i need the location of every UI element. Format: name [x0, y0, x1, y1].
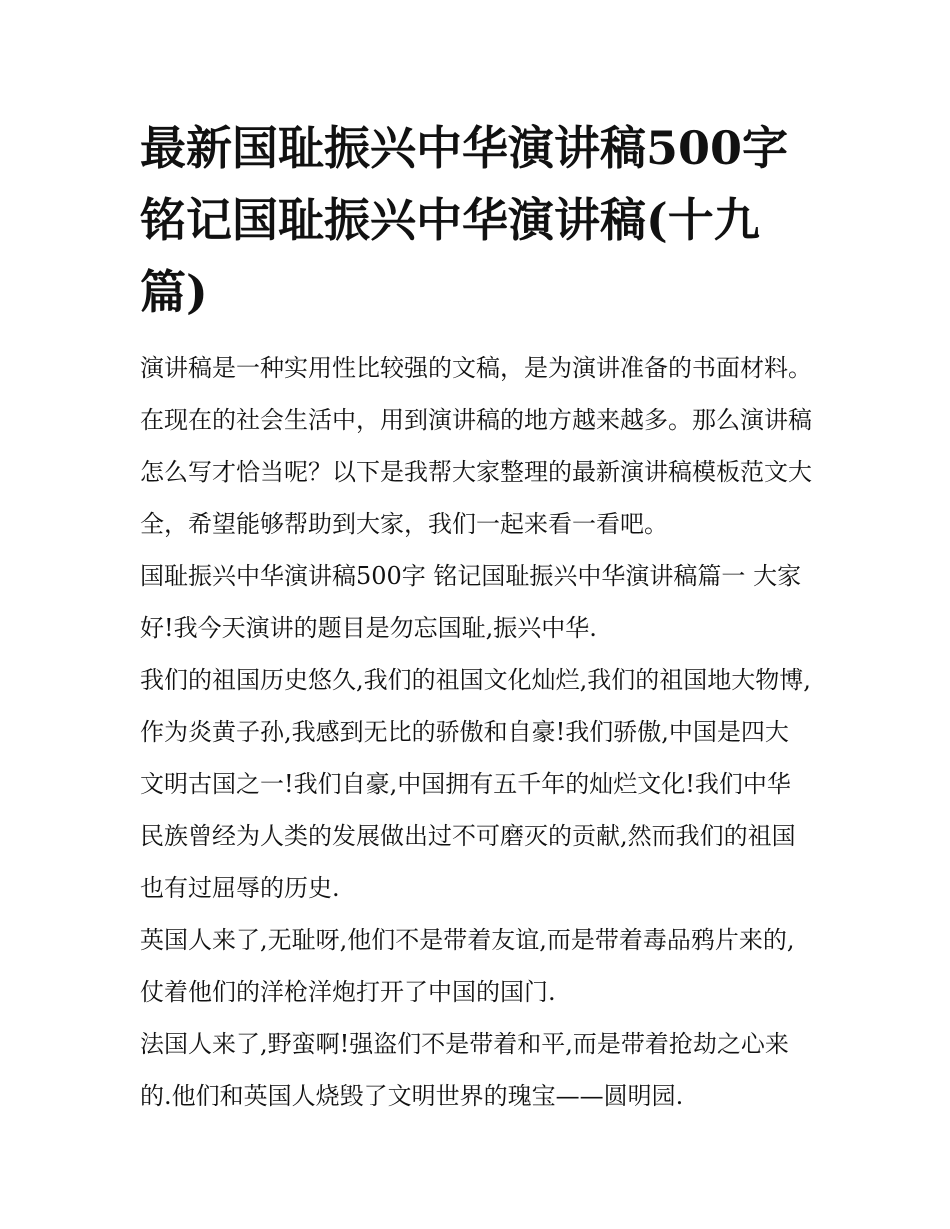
paragraph-intro: 演讲稿是一种实用性比较强的文稿，是为演讲准备的书面材料。在现在的社会生活中，用到演讲稿的地方越来越多。那么演讲稿怎么写才恰当呢？以下是我帮大家整理的最新演讲稿模板范文大全，希望能够帮助到大家，我们一起来看一看吧。 — [140, 354, 812, 538]
document-body — [140, 112, 812, 1122]
paragraph-greeting: 国耻振兴中华演讲稿500字 铭记国耻振兴中华演讲稿篇一 大家好!我今天演讲的题目是勿忘国耻,振兴中华. — [140, 562, 802, 642]
paragraph-britain: 英国人来了,无耻呀,他们不是带着友谊,而是带着毒品鸦片来的,仗着他们的洋枪洋炮打开了中国的国门. — [140, 926, 795, 1006]
paragraph-history: 我们的祖国历史悠久,我们的祖国文化灿烂,我们的祖国地大物博,作为炎黄子孙,我感到无比的骄傲和自豪!我们骄傲,中国是四大文明古国之一!我们自豪,中国拥有五千年的灿烂文化!我们中华民族曾经为人类的发展做出过不可磨灭的贡献,然而我们的祖国也有过屈辱的历史. — [140, 666, 811, 902]
document-title: 最新国耻振兴中华演讲稿500字 铭记国耻振兴中华演讲稿(十九篇) — [140, 121, 789, 319]
paragraph-france: 法国人来了,野蛮啊!强盗们不是带着和平,而是带着抢劫之心来的.他们和英国人烧毁了文明世界的瑰宝——圆明园. — [140, 1030, 789, 1110]
